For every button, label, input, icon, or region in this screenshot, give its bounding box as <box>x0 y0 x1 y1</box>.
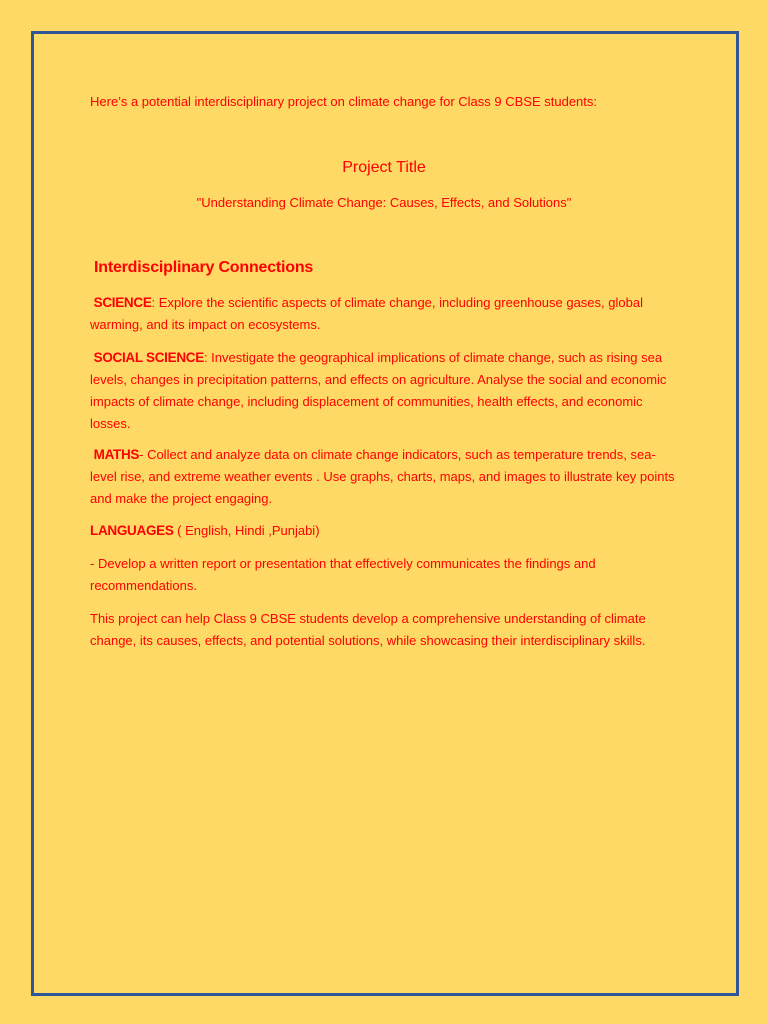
languages-paragraph <box>90 520 680 542</box>
science-text: : Explore the scientific aspects of climate change, including greenhouse gases, global warming, and its impact on ecosystems. <box>90 295 643 332</box>
languages-text: ( English, Hindi ,Punjabi) <box>173 523 320 538</box>
social-science-text: : Investigate the geographical implications of climate change, such as rising sea levels, changes in precipitation patterns, and effects on agriculture. Analyse the social and economic impacts of climate change, including displacement of communities, health effects, and economic losses. <box>90 350 667 431</box>
section-heading-connections: Interdisciplinary Connections <box>94 259 314 276</box>
social-science-paragraph <box>90 347 680 435</box>
project-subtitle: "Understanding Climate Change: Causes, Effects, and Solutions" <box>196 195 572 210</box>
social-science-label: SOCIAL SCIENCE <box>93 350 204 365</box>
science-label: SCIENCE <box>93 295 152 310</box>
develop-paragraph: - Develop a written report or presentation that effectively communicates the findings and recommendations. <box>90 556 596 593</box>
maths-paragraph <box>90 444 680 510</box>
maths-label: MATHS <box>93 447 140 462</box>
intro-text: Here’s a potential interdisciplinary project on climate change for Class 9 CBSE students: <box>90 94 598 109</box>
closing-paragraph: This project can help Class 9 CBSE students develop a comprehensive understanding of climate change, its causes, effects, and potential solutions, while showcasing their interdisciplinary skills. <box>90 611 646 648</box>
maths-text: - Collect and analyze data on climate change indicators, such as temperature trends, sea-level rise, and extreme weather events . Use graphs, charts, maps, and images to illustrate key points and make the project engaging. <box>90 447 675 506</box>
science-paragraph <box>90 292 680 336</box>
languages-label: LANGUAGES <box>90 523 174 538</box>
document-body <box>90 0 680 1024</box>
project-title: Project Title <box>342 159 426 176</box>
